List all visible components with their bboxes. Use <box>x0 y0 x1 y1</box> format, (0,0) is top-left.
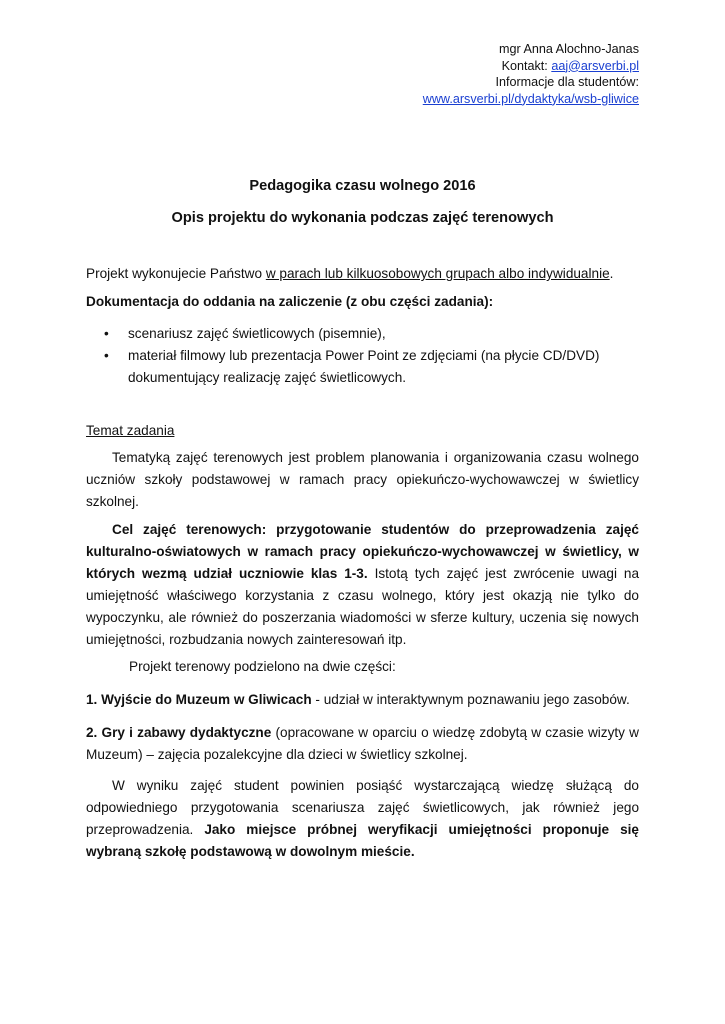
author-name: mgr Anna Alochno-Janas <box>498 42 639 56</box>
goal-bold-text: Cel zajęć terenowych: przygotowanie studentów do przeprowadzenia zajęć kulturalno-oświatowych w ramach pracy opiekuńczo-wychowawczej w świetlicy, w których wezmą udział uczniowie klas 1-3. <box>86 522 639 581</box>
list-item-text: scenariusz zajęć świetlicowych (pisemnie), <box>128 326 386 341</box>
bullet-icon: • <box>104 348 109 363</box>
list-item-text: materiał filmowy lub prezentacja Power Point ze zdjęciami (na płycie CD/DVD) dokumentujący realizację zajęć świetlicowych. <box>128 348 600 385</box>
list-item <box>86 323 639 345</box>
part-2 <box>86 722 639 766</box>
contact-line <box>423 58 639 75</box>
task-paragraph-2 <box>86 519 639 651</box>
task-paragraph-1: Tematyką zajęć terenowych jest problem planowania i organizowania czasu wolnego uczniów szkoły podstawowej w ramach pracy opiekuńczo-wychowawczej w świetlicy szkolnej. <box>86 450 639 509</box>
documentation-list <box>86 323 639 389</box>
documentation-heading: Dokumentacja do oddania na zaliczenie (z obu części zadania): <box>86 294 494 309</box>
contact-email-link[interactable]: aaj@arsverbi.pl <box>551 58 639 73</box>
part-1-title: Wyjście do Muzeum w Gliwicach <box>101 692 312 707</box>
final-paragraph <box>86 775 639 863</box>
intro-paragraph <box>86 263 639 285</box>
part-1-description: - udział w interaktywnym poznawaniu jego zasobów. <box>311 692 630 707</box>
final-bold-text: Jako miejsce próbnej weryfikacji umiejętności proponuje się wybraną szkołę podstawową w dowolnym mieście. <box>86 822 639 859</box>
list-item <box>86 345 639 389</box>
document-page <box>86 0 639 1024</box>
part-1 <box>86 689 639 711</box>
info-url-link[interactable]: www.arsverbi.pl/dydaktyka/wsb-gliwice <box>422 91 639 106</box>
task-heading: Temat zadania <box>86 423 175 438</box>
info-label: Informacje dla studentów: <box>495 75 639 89</box>
split-paragraph: Projekt terenowy podzielono na dwie części: <box>129 659 396 674</box>
part-2-description: (opracowane w oparciu o wiedzę zdobytą w czasie wizyty w Muzeum) – zajęcia pozalekcyjne dla dzieci w świetlicy szkolnej. <box>86 725 639 762</box>
intro-text: Projekt wykonujecie Państwo <box>86 266 266 281</box>
final-plain-text: W wyniku zajęć student powinien posiąść wystarczającą wiedzę służącą do odpowiedniego przygotowania scenariusza zajęć świetlicowych, jak również jego przeprowadzenia. <box>86 778 639 837</box>
part-2-title: 2. Gry i zabawy dydaktyczne <box>86 725 272 740</box>
document-subtitle: Opis projektu do wykonania podczas zajęć terenowych <box>171 210 554 226</box>
author-header <box>423 41 639 107</box>
intro-end: . <box>609 266 614 281</box>
intro-underlined: w parach lub kilkuosobowych grupach albo indywidualnie <box>265 266 610 281</box>
contact-label: Kontakt: <box>501 58 552 73</box>
bullet-icon: • <box>104 326 109 341</box>
part-1-number: 1. <box>86 692 102 707</box>
document-title: Pedagogika czasu wolnego 2016 <box>249 178 476 194</box>
goal-rest-text: Istotą tych zajęć jest zwrócenie uwagi na umiejętność właściwego korzystania z czasu wolnego, który jest okazją nie tylko do wypoczynku, ale również do poszerzania wiadomości w sferze kultury, uczenia się nowych umiejętności, rozbudzania nowych zainteresowań itp. <box>86 566 640 647</box>
